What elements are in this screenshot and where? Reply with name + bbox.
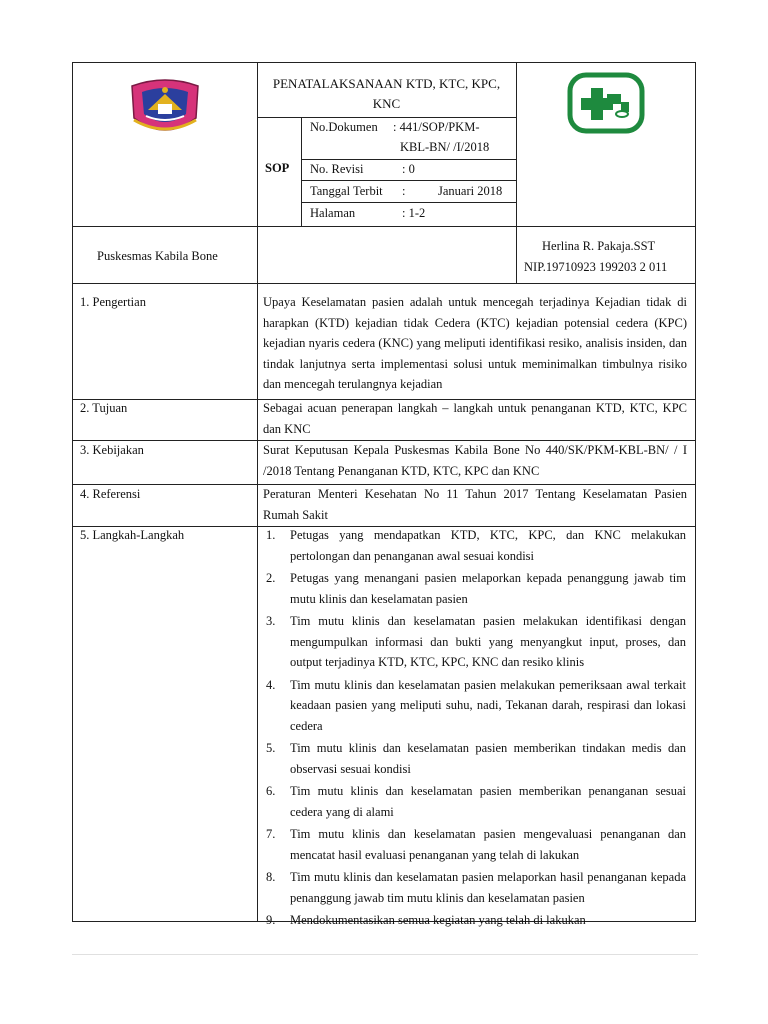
langkah-step-number: 5. [266, 741, 276, 755]
tanggal-terbit-value: Januari 2018 [438, 184, 503, 198]
halaman-value: : 1-2 [402, 206, 426, 220]
langkah-step [266, 824, 686, 865]
page-footer-divider [72, 954, 698, 955]
langkah-step-text: Petugas yang mendapatkan KTD, KTC, KPC, dan KNC melakukan pertolongan dan penanganan awal sesuai kondisi [290, 528, 686, 563]
langkah-step-number: 9. [266, 913, 276, 927]
sop-divider [301, 117, 302, 226]
langkah-step-text: Tim mutu klinis dan keselamatan pasien mengevaluasi penanganan dan mencatat hasil evaluasi penanganan yang telah di lakukan [290, 827, 686, 862]
document-title-line1: PENATALAKSANAAN KTD, KTC, KPC, [272, 76, 501, 91]
no-revisi-label: No. Revisi [310, 162, 364, 176]
langkah-step [266, 738, 686, 779]
halaman-label: Halaman [310, 206, 356, 220]
langkah-step-number: 7. [266, 827, 276, 841]
no-dokumen-value-line2: KBL-BN/ /I/2018 [400, 140, 490, 154]
referensi-text: Peraturan Menteri Kesehatan No 11 Tahun 2017 Tentang Keselamatan Pasien Rumah Sakit [263, 487, 687, 522]
kebijakan-label: 3. Kebijakan [80, 443, 144, 457]
langkah-step [266, 611, 686, 673]
no-revisi-value: : 0 [402, 162, 415, 176]
signer-row-bottom-rule [72, 283, 696, 284]
langkah-step-text: Tim mutu klinis dan keselamatan pasien memberikan tindakan medis dan observasi sesuai kondisi [290, 741, 686, 776]
langkah-step-number: 3. [266, 614, 276, 628]
langkah-step-number: 1. [266, 528, 276, 542]
langkah-step-text: Petugas yang menangani pasien melaporkan kepada penanggung jawab tim mutu klinis dan keselamatan pasien [290, 571, 686, 606]
tanggal-terbit-separator: : [402, 184, 406, 198]
langkah-step [266, 525, 686, 566]
tanggal-terbit-label: Tanggal Terbit [310, 184, 383, 198]
no-dokumen-value-line1: : 441/SOP/PKM- [393, 120, 480, 134]
langkah-step [266, 781, 686, 822]
referensi-label: 4. Referensi [80, 487, 141, 501]
pengertian-label: 1. Pengertian [80, 295, 146, 309]
document-title-line2: KNC [372, 96, 401, 111]
langkah-label: 5. Langkah-Langkah [80, 528, 185, 542]
langkah-step-number: 8. [266, 870, 276, 884]
langkah-step-text: Tim mutu klinis dan keselamatan pasien melakukan pemeriksaan awal terkait keadaan pasien yang meliputi suhu, nadi, Tekanan darah, respirasi dan lokasi cedera [290, 677, 686, 733]
gorontalo-crest-logo [126, 76, 204, 140]
puskesmas-logo [567, 72, 645, 134]
langkah-step-number: 6. [266, 784, 276, 798]
langkah-step-number: 2. [266, 571, 276, 585]
puskesmas-name: Puskesmas Kabila Bone [97, 249, 218, 263]
langkah-step [266, 910, 686, 931]
langkah-step-number: 4. [266, 677, 276, 692]
signer-name: Herlina R. Pakaja.SST [542, 239, 656, 253]
sop-label: SOP [265, 161, 290, 175]
langkah-step-text: Tim mutu klinis dan keselamatan pasien melaporkan hasil penanganan kepada penanggung jawab tim mutu klinis dan keselamatan pasien [290, 870, 686, 905]
langkah-step [266, 867, 686, 908]
document-title [257, 74, 516, 114]
header-bottom-rule [72, 226, 696, 227]
tujuan-text: Sebagai acuan penerapan langkah – langkah untuk penanganan KTD, KTC, KPC dan KNC [263, 401, 687, 436]
pengertian-text: Upaya Keselamatan pasien adalah untuk mencegah terjadinya Kejadian tidak di harapkan (KTD) kejadian tidak Cedera (KTC) kejadian potensial cedera (KPC) kejadian nyaris cedera (KNC) yang meliputi identifikasi resiko, analisis insiden, dan tindak lanjutnya serta implementasi solusi untuk meminimalkan timbulnya risiko dan mencegah terulangnya kejadian [263, 295, 687, 391]
signer-nip: NIP.19710923 199203 2 011 [524, 260, 668, 274]
body-column-divider [257, 283, 258, 922]
langkah-step [266, 568, 686, 609]
tujuan-label: 2. Tujuan [80, 401, 128, 415]
no-dokumen-label: No.Dokumen [310, 120, 378, 134]
langkah-step [266, 675, 686, 737]
langkah-steps-list [266, 525, 686, 933]
kebijakan-text: Surat Keputusan Kepala Puskesmas Kabila Bone No 440/SK/PKM-KBL-BN/ / I /2018 Tentang Penanganan KTD, KTC, KPC dan KNC [263, 443, 687, 478]
header-right-divider [516, 62, 517, 283]
langkah-step-text: Tim mutu klinis dan keselamatan pasien melakukan identifikasi dengan mengumpulkan informasi dan bukti yang menyangkut input, proses, dan output terjadinya KTD, KTC, KPC, KNC dan resiko klinis [290, 614, 686, 669]
langkah-step-text: Tim mutu klinis dan keselamatan pasien memberikan penanganan sesuai cedera yang di alami [290, 784, 686, 819]
langkah-step-text: Mendokumentasikan semua kegiatan yang telah di lakukan [290, 913, 586, 927]
